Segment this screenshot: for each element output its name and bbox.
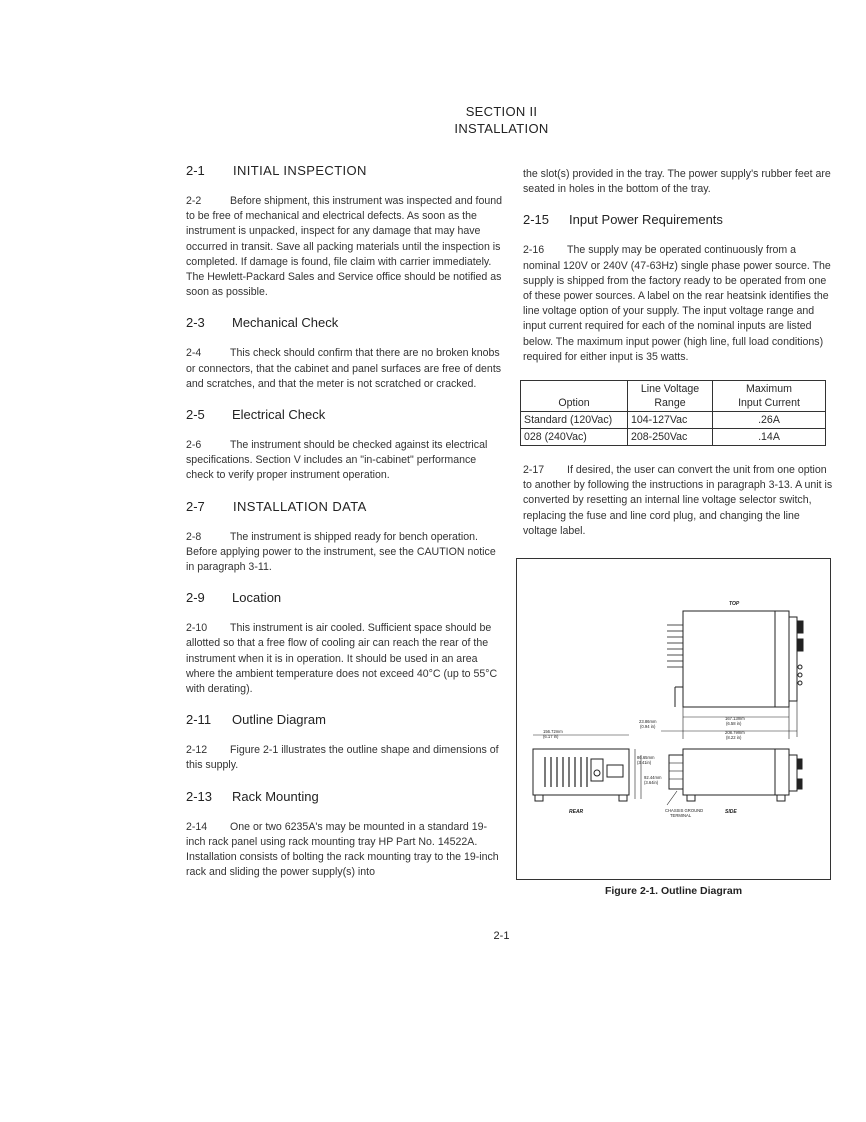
heading-text: Input Power Requirements (569, 212, 723, 228)
heading-2-3 (186, 315, 503, 330)
heading-text: INSTALLATION DATA (233, 498, 367, 514)
heading-number: 2-13 (186, 788, 213, 804)
paragraph-text: This check should confirm that there are no broken knobs or connectors, that the cabinet and panel surfaces are free of dents and scratches, and that the meter is not scratched or cracked. (186, 347, 502, 390)
outline-diagram (517, 559, 830, 879)
paragraph-text: One or two 6235A's may be mounted in a standard 19-inch rack panel using rack mounting tray HP Part No. 14522A. Installation consists of bolting the rack mounting tray to the 19-inch rack and sliding the power supply(s) into (186, 820, 499, 879)
label-top: TOP (729, 601, 740, 607)
outline-diagram-figure (516, 558, 831, 880)
heading-text: Rack Mounting (232, 788, 319, 804)
heading-text: Electrical Check (232, 407, 326, 423)
heading-text: Location (232, 590, 282, 606)
dim-label: (6.58 in) (726, 721, 742, 726)
side-front-panel (789, 755, 797, 791)
front-panel (789, 617, 797, 701)
paragraph-text: This instrument is air cooled. Sufficient space should be allotted so that a free flow of cooling air can reach the rear of the instrument when it is in operation. It should be used in an area where the ambient temperature does not exceed 40°C (up to 55°C with derating). (186, 622, 498, 696)
line-voltage-table (520, 380, 826, 446)
section-title: INSTALLATION (454, 121, 549, 136)
heading-number: 2-9 (186, 590, 205, 606)
top-view-body (683, 611, 789, 707)
terminal-icon (798, 681, 802, 685)
terminal-icon (798, 665, 802, 669)
heatsink-fins-top (667, 625, 683, 667)
table-cell: 104-127Vac (628, 412, 713, 429)
paragraph-2-4 (186, 346, 503, 392)
right-column (523, 167, 833, 554)
knob-icon (797, 779, 802, 789)
label-chassis-ground: CHASSIS GROUND (665, 808, 704, 813)
paragraph-text: The supply may be operated continuously from a nominal 120V or 240V (47-63Hz) single phase power source. The supply is shipped from the factory ready to be operated from one of these power sources. A label on the rear heatsink identifies the line voltage option of your supply. The input voltage range and input current required for each of the nominal inputs are listed below. The maximum input power (high line, full load conditions) required for either input is 35 watts. (523, 244, 831, 363)
paragraph-text: If desired, the user can convert the unit from one option to another by following the instructions in paragraph 3-13. A unit is converted by resetting an internal line voltage selector switch, replacing the fuse and line cord plug, and changing the line voltage label. (523, 464, 833, 537)
header-option: Option (521, 381, 628, 412)
dim-label: (0.94 in) (640, 724, 656, 729)
table-cell: 028 (240Vac) (521, 429, 628, 446)
rubber-foot (619, 795, 627, 801)
paragraph-2-6 (186, 438, 503, 484)
dim-label: 156.72mm (543, 729, 563, 734)
rear-heatsink-fins (545, 757, 587, 787)
paragraph-2-12 (186, 743, 503, 773)
label-rear: REAR (569, 809, 584, 815)
left-column (186, 163, 503, 895)
table-cell: .26A (713, 412, 826, 429)
knob-icon (797, 639, 803, 651)
dim-label: 208.79mm (725, 730, 745, 735)
side-view (667, 749, 802, 805)
heading-2-5 (186, 407, 503, 422)
label-side: SIDE (725, 809, 737, 815)
heading-2-9 (186, 590, 503, 605)
rubber-foot (777, 795, 785, 801)
paragraph-number: 2-17 (523, 464, 545, 477)
paragraph-text: Before shipment, this instrument was inspected and found to be free of mechanical and electrical defects. As soon as the instrument is unpacked, inspect for any damage that may have occurred in transit. Save all packing materials until the inspection is completed. If damage is found, file claim with carrier immediately. The Hewlett-Packard Sales and Service office should be notified as soon as possible. (186, 195, 503, 299)
paragraph-2-2 (186, 194, 503, 300)
heading-number: 2-7 (186, 498, 205, 514)
section-number: SECTION II (465, 104, 538, 119)
rear-view (533, 729, 641, 801)
paragraph-number: 2-14 (186, 820, 208, 833)
paragraph-2-10 (186, 621, 503, 697)
dim-label: (6.17 in) (543, 734, 559, 739)
paragraph-text: Figure 2-1 illustrates the outline shape and dimensions of this supply. (186, 744, 499, 772)
power-cord-socket (607, 765, 623, 777)
paragraph-2-16 (523, 243, 833, 365)
header-line-voltage: Line Voltage Range (628, 381, 713, 412)
heading-text: INITIAL INSPECTION (233, 163, 367, 178)
heading-number: 2-11 (186, 712, 212, 728)
paragraph-number: 2-12 (186, 744, 208, 757)
paragraph-number: 2-10 (186, 622, 208, 635)
knob-icon (797, 621, 803, 633)
heading-2-7 (186, 499, 503, 514)
heading-2-1 (186, 163, 503, 178)
table-row (521, 412, 826, 429)
paragraph-text: The instrument is shipped ready for bench operation. Before applying power to the instrument, see the CAUTION notice in paragraph 3-11. (186, 530, 496, 574)
heading-number: 2-5 (186, 407, 205, 423)
header-max-current: Maximum Input Current (713, 381, 826, 412)
paragraph-number: 2-4 (186, 347, 202, 360)
side-view-body (683, 749, 789, 795)
page-number: 2-1 (493, 930, 510, 942)
heading-number: 2-3 (186, 315, 205, 331)
dim-label: (8.22 in) (726, 735, 742, 740)
heading-number: 2-1 (186, 163, 205, 178)
fuse-icon (594, 770, 600, 776)
rubber-foot (535, 795, 543, 801)
terminal-icon (798, 673, 802, 677)
rubber-foot (687, 795, 695, 801)
dim-label: 23.86mm (639, 719, 657, 724)
section-heading (0, 103, 866, 137)
paragraph-2-17 (523, 463, 833, 539)
table-cell: Standard (120Vac) (521, 412, 628, 429)
heading-2-15 (523, 212, 833, 227)
table-header-row (521, 381, 826, 412)
table-cell: .14A (713, 429, 826, 446)
paragraph-number: 2-16 (523, 244, 545, 257)
top-view (667, 611, 803, 707)
dim-label: (3.41in) (637, 760, 652, 765)
paragraph-text: The instrument should be checked against its electrical specifications. Section V includes an "in-cabinet" performance check to verify proper instrument operation. (186, 439, 488, 482)
table-cell: 208-250Vac (628, 429, 713, 446)
heading-text: Mechanical Check (232, 315, 339, 331)
paragraph-number: 2-2 (186, 195, 202, 207)
paragraph-number: 2-6 (186, 439, 202, 452)
dim-label: 92.44mm (644, 775, 662, 780)
heading-2-11 (186, 712, 503, 727)
heading-text: Outline Diagram (232, 712, 326, 728)
paragraph-number: 2-8 (186, 530, 202, 543)
dim-label: (3.64in) (644, 780, 659, 785)
dim-label: 86.65mm (637, 755, 655, 760)
ground-leader (667, 791, 677, 805)
knob-icon (797, 759, 802, 769)
label-terminal: TERMINAL (670, 813, 692, 818)
paragraph-2-14 (186, 820, 503, 881)
paragraph-continued: the slot(s) provided in the tray. The power supply's rubber feet are seated in holes in the bottom of the tray. (523, 168, 831, 196)
dim-label: 167.13mm (725, 716, 745, 721)
table-row (521, 429, 826, 446)
side-heatsink (669, 755, 683, 789)
figure-caption: Figure 2-1. Outline Diagram (604, 885, 743, 897)
paragraph-2-8 (186, 530, 503, 576)
heading-2-13 (186, 789, 503, 804)
heading-number: 2-15 (523, 212, 550, 228)
